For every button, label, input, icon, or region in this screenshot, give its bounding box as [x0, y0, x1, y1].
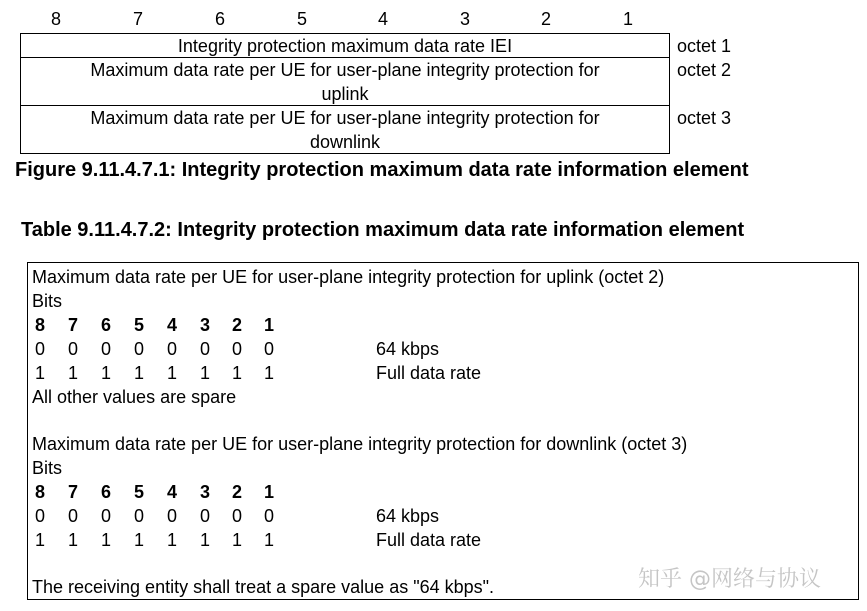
bit-number: 7 [67, 315, 78, 335]
bit-number: 2 [231, 315, 242, 335]
bit-value: 0 [133, 339, 144, 359]
value-meaning: 64 kbps [376, 506, 440, 526]
bit-number: 1 [263, 482, 274, 502]
bit-value: 0 [34, 339, 45, 359]
octet-label: octet 1 [677, 36, 732, 56]
bit-value: 0 [100, 339, 111, 359]
bit-value: 1 [67, 530, 78, 550]
bit-number-header [20, 9, 672, 31]
footer-note: The receiving entity shall treat a spare value as "64 kbps". [32, 577, 495, 597]
ie-row-text: Integrity protection maximum data rate IEI [177, 36, 513, 56]
bit-number: 8 [34, 315, 45, 335]
bit-value: 1 [199, 530, 210, 550]
bit-number: 1 [622, 9, 634, 29]
bit-value: 0 [166, 506, 177, 526]
bit-value: 0 [263, 339, 274, 359]
bit-value: 0 [67, 506, 78, 526]
bit-value: 1 [263, 530, 274, 550]
bit-number: 5 [133, 482, 144, 502]
bit-value: 1 [34, 530, 45, 550]
bit-number: 7 [132, 9, 144, 29]
bit-number: 6 [100, 315, 111, 335]
bit-value: 0 [231, 506, 242, 526]
ie-row-text: Maximum data rate per UE for user-plane integrity protection for [90, 60, 600, 80]
bit-number: 4 [377, 9, 389, 29]
bit-value: 1 [166, 530, 177, 550]
figure-caption: Figure 9.11.4.7.1: Integrity protection maximum data rate information element [15, 159, 749, 181]
watermark: 知乎 @网络与协议 [638, 567, 821, 592]
value-meaning: Full data rate [376, 363, 482, 383]
bit-number: 4 [166, 482, 177, 502]
spare-note: All other values are spare [32, 387, 237, 407]
bit-value: 0 [263, 506, 274, 526]
bit-value: 1 [34, 363, 45, 383]
bit-number: 2 [231, 482, 242, 502]
bit-number: 5 [133, 315, 144, 335]
bit-number: 2 [540, 9, 552, 29]
bit-value: 1 [133, 530, 144, 550]
ie-row-octet2 [20, 57, 670, 106]
bit-value: 0 [199, 339, 210, 359]
octet-label: octet 2 [677, 60, 732, 80]
ie-row-octet3 [20, 105, 670, 154]
bit-number: 8 [50, 9, 62, 29]
bit-value: 1 [199, 363, 210, 383]
bit-value: 0 [166, 339, 177, 359]
ie-row-text: Maximum data rate per UE for user-plane integrity protection for [90, 108, 600, 128]
bit-value: 1 [100, 363, 111, 383]
bit-value: 1 [100, 530, 111, 550]
bit-value: 0 [34, 506, 45, 526]
ie-row-text: downlink [309, 132, 381, 152]
uplink-heading: Maximum data rate per UE for user-plane integrity protection for uplink (octet 2) [32, 267, 665, 287]
value-meaning: 64 kbps [376, 339, 440, 359]
bit-value: 1 [231, 363, 242, 383]
bit-number: 4 [166, 315, 177, 335]
bit-value: 1 [231, 530, 242, 550]
bit-value: 0 [100, 506, 111, 526]
bit-value: 0 [199, 506, 210, 526]
bit-number: 1 [263, 315, 274, 335]
bit-value: 0 [133, 506, 144, 526]
value-meaning: Full data rate [376, 530, 482, 550]
bit-value: 0 [67, 339, 78, 359]
downlink-heading: Maximum data rate per UE for user-plane integrity protection for downlink (octet 3) [32, 434, 688, 454]
bit-number: 3 [199, 482, 210, 502]
bit-value: 1 [166, 363, 177, 383]
table-caption: Table 9.11.4.7.2: Integrity protection maximum data rate information element [21, 219, 745, 241]
bit-value: 1 [133, 363, 144, 383]
bit-value: 0 [231, 339, 242, 359]
bit-number: 3 [459, 9, 471, 29]
bits-label: Bits [32, 291, 63, 311]
bit-number: 6 [100, 482, 111, 502]
bit-number: 5 [296, 9, 308, 29]
bit-number: 7 [67, 482, 78, 502]
ie-row-text: uplink [321, 84, 369, 104]
bit-value: 1 [263, 363, 274, 383]
octet-label: octet 3 [677, 108, 732, 128]
bits-label: Bits [32, 458, 63, 478]
bit-number: 6 [214, 9, 226, 29]
ie-row-octet1 [20, 33, 670, 58]
bit-number: 3 [199, 315, 210, 335]
bit-value: 1 [67, 363, 78, 383]
bit-number: 8 [34, 482, 45, 502]
